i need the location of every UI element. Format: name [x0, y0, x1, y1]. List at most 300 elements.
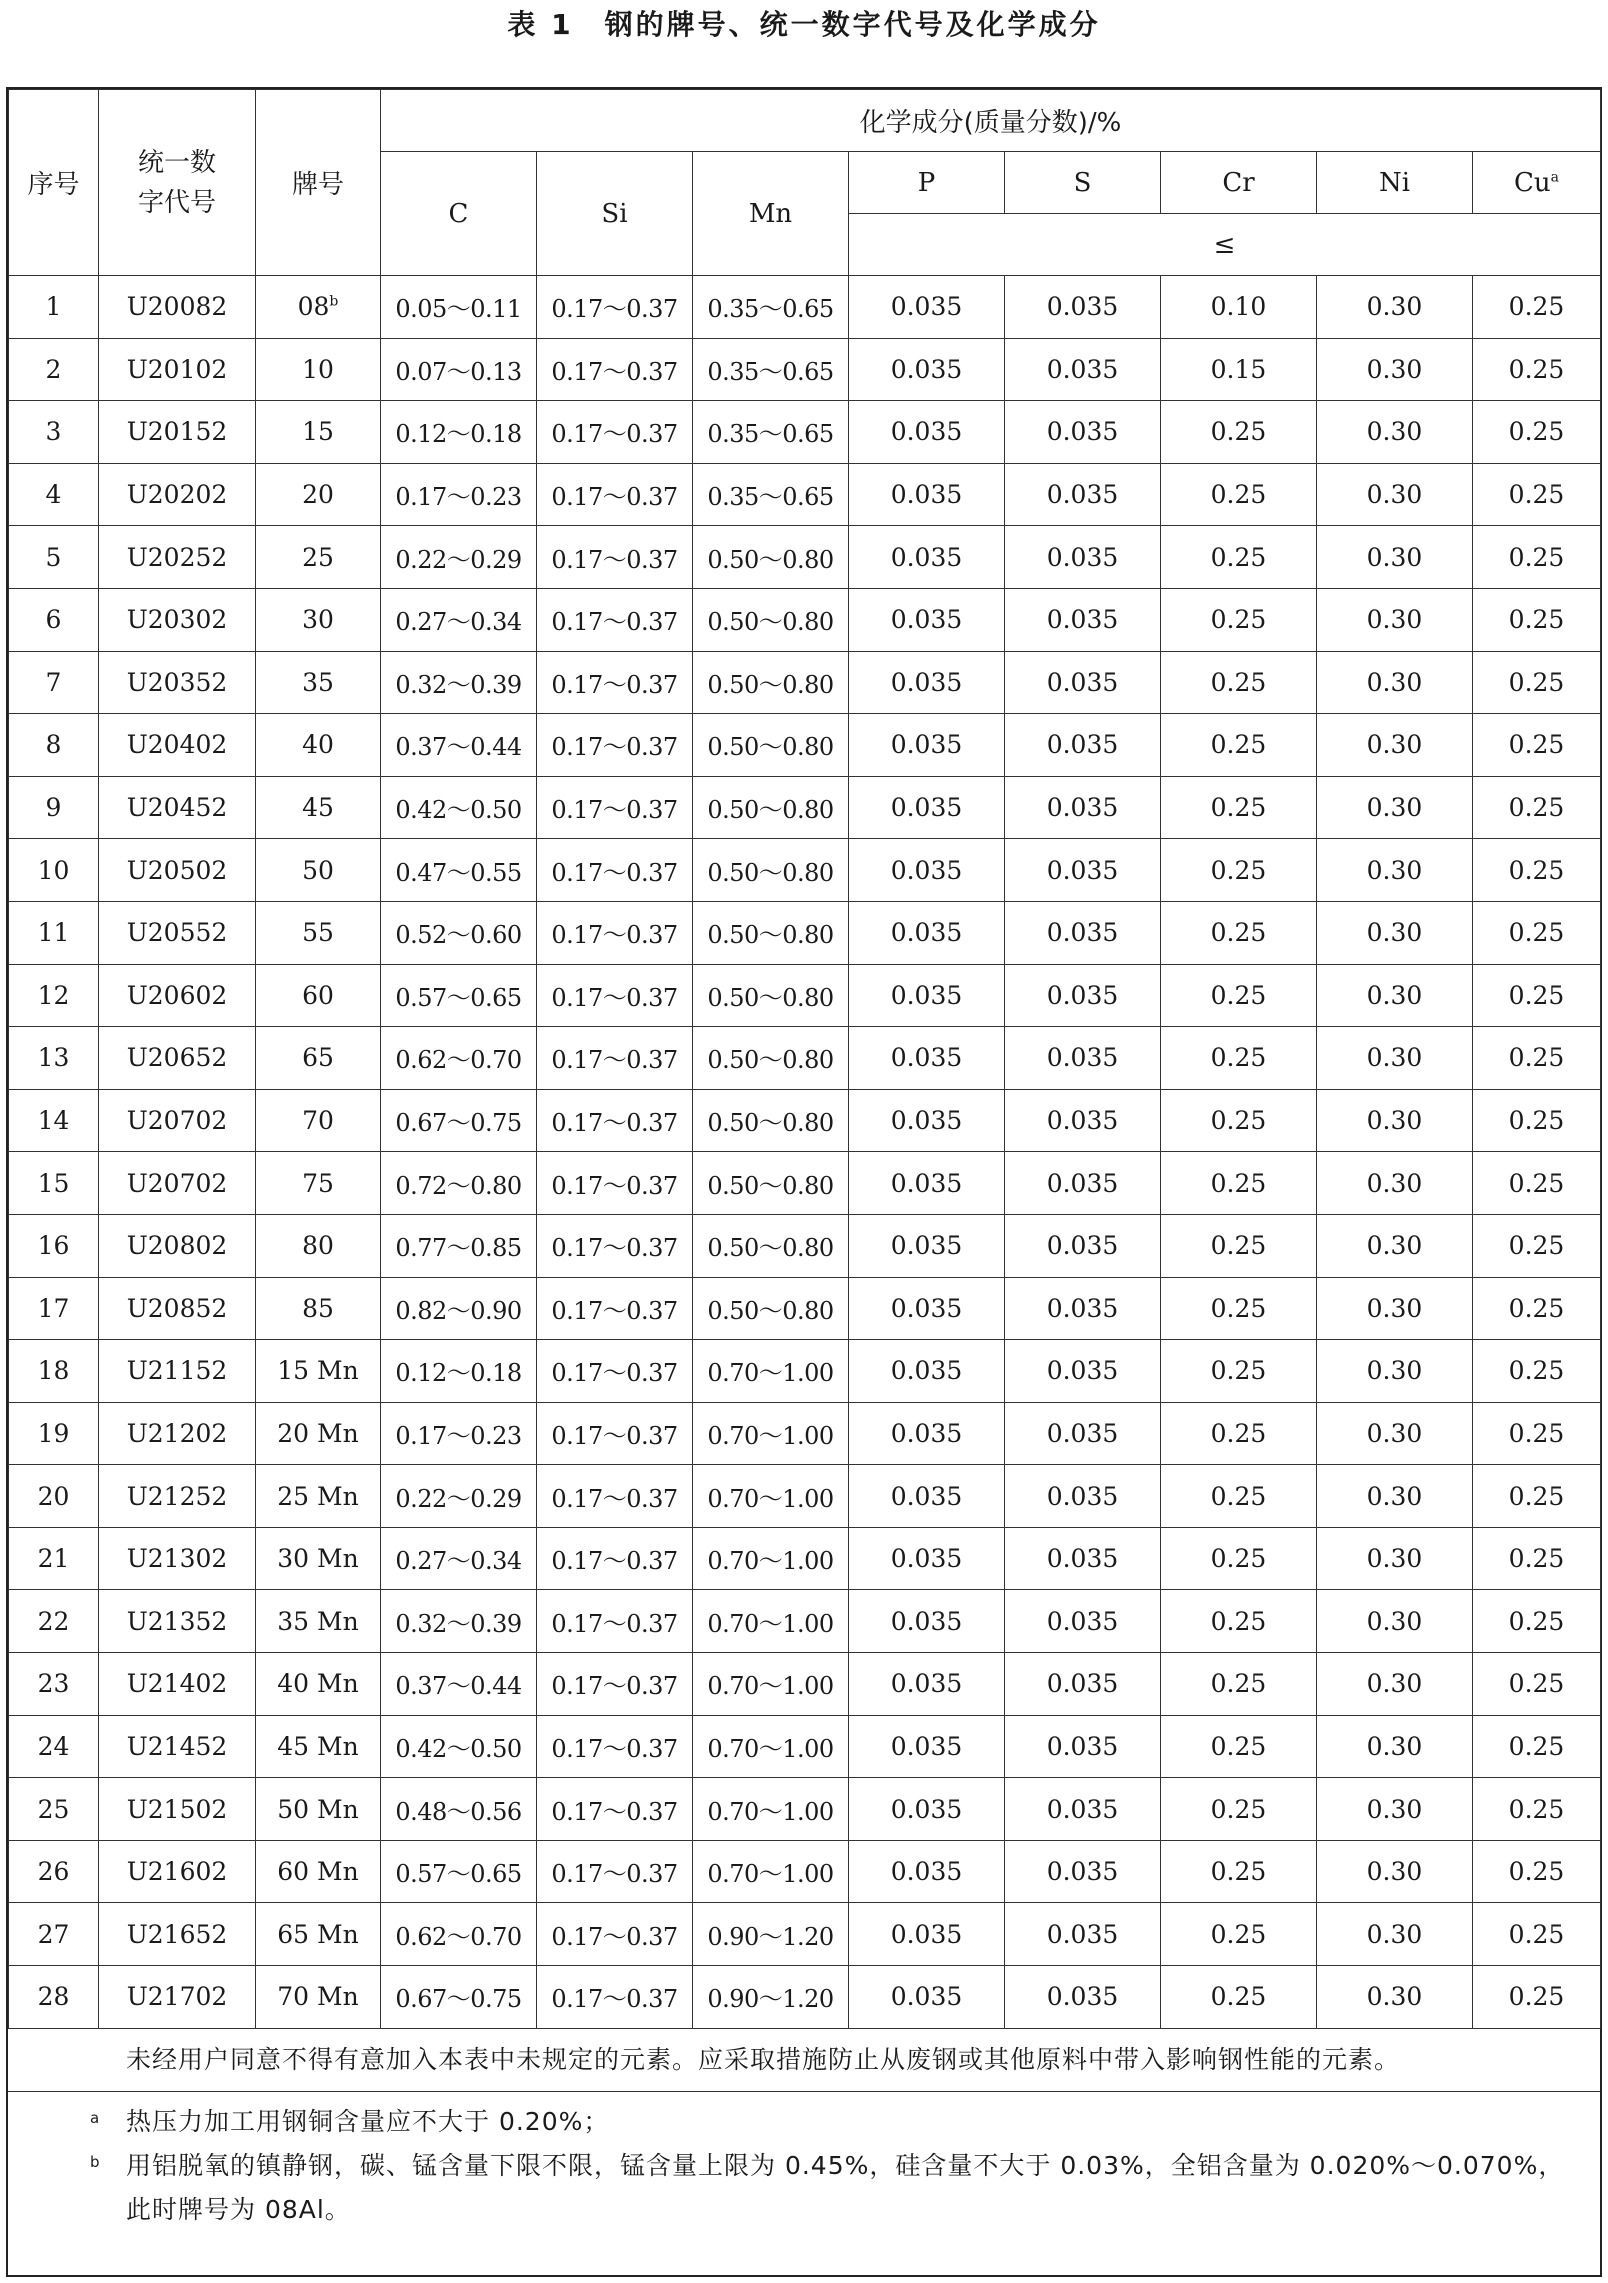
row-grade-label: 15 — [302, 417, 334, 447]
row-mn: 0.90～1.20 — [693, 1903, 849, 1966]
col-header-s: S — [1005, 152, 1161, 214]
col-header-p: P — [849, 152, 1005, 214]
row-p: 0.035 — [849, 1653, 1005, 1716]
row-cu: 0.25 — [1473, 776, 1601, 839]
row-mn: 0.70～1.00 — [693, 1402, 849, 1465]
row-code: U20802 — [99, 1214, 256, 1277]
row-s: 0.035 — [1005, 1715, 1161, 1778]
row-code: U20702 — [99, 1089, 256, 1152]
row-cr: 0.25 — [1161, 1715, 1317, 1778]
table-row — [9, 1214, 1601, 1277]
row-grade-label: 15 Mn — [277, 1356, 359, 1386]
row-s: 0.035 — [1005, 1903, 1161, 1966]
row-grade-label: 85 — [302, 1293, 334, 1323]
row-cu: 0.25 — [1473, 839, 1601, 902]
row-cr: 0.25 — [1161, 1277, 1317, 1340]
row-code: U20702 — [99, 1152, 256, 1215]
row-code: U21502 — [99, 1778, 256, 1841]
row-mn: 0.50～0.80 — [693, 1277, 849, 1340]
row-ni: 0.30 — [1317, 276, 1473, 339]
row-ni: 0.30 — [1317, 338, 1473, 401]
row-code: U21652 — [99, 1903, 256, 1966]
row-mn: 0.35～0.65 — [693, 276, 849, 339]
row-grade — [256, 964, 381, 1027]
row-cu: 0.25 — [1473, 463, 1601, 526]
row-grade — [256, 1277, 381, 1340]
row-cr: 0.25 — [1161, 401, 1317, 464]
row-ni: 0.30 — [1317, 901, 1473, 964]
row-c: 0.67～0.75 — [381, 1966, 537, 2029]
row-ni: 0.30 — [1317, 651, 1473, 714]
row-si: 0.17～0.37 — [537, 1340, 693, 1403]
table-row — [9, 1590, 1601, 1653]
row-grade — [256, 338, 381, 401]
row-grade-label: 65 Mn — [277, 1919, 359, 1949]
row-cu: 0.25 — [1473, 1027, 1601, 1090]
row-p: 0.035 — [849, 1465, 1005, 1528]
table-row — [9, 276, 1601, 339]
col-header-cu — [1473, 152, 1601, 214]
row-si: 0.17～0.37 — [537, 1840, 693, 1903]
row-s: 0.035 — [1005, 401, 1161, 464]
row-cr: 0.25 — [1161, 776, 1317, 839]
row-ni: 0.30 — [1317, 1715, 1473, 1778]
row-s: 0.035 — [1005, 776, 1161, 839]
row-code: U20552 — [99, 901, 256, 964]
row-cu: 0.25 — [1473, 651, 1601, 714]
col-header-si: Si — [537, 152, 693, 276]
row-code: U21252 — [99, 1465, 256, 1528]
table-note: 未经用户同意不得有意加入本表中未规定的元素。应采取措施防止从废钢或其他原料中带入影响钢性能的元素。 — [8, 2029, 1600, 2092]
row-code: U21202 — [99, 1402, 256, 1465]
row-si: 0.17～0.37 — [537, 776, 693, 839]
row-grade-label: 35 Mn — [277, 1606, 359, 1636]
row-code: U20452 — [99, 776, 256, 839]
row-seq: 24 — [9, 1715, 99, 1778]
row-si: 0.17～0.37 — [537, 1590, 693, 1653]
table-row — [9, 1027, 1601, 1090]
row-grade — [256, 1402, 381, 1465]
row-mn: 0.70～1.00 — [693, 1715, 849, 1778]
row-c: 0.67～0.75 — [381, 1089, 537, 1152]
table-row — [9, 1340, 1601, 1403]
row-grade-label: 70 — [302, 1106, 334, 1136]
row-si: 0.17～0.37 — [537, 1653, 693, 1716]
row-grade-label: 55 — [302, 918, 334, 948]
row-mn: 0.50～0.80 — [693, 651, 849, 714]
row-seq: 16 — [9, 1214, 99, 1277]
row-s: 0.035 — [1005, 714, 1161, 777]
row-seq: 22 — [9, 1590, 99, 1653]
row-p: 0.035 — [849, 1840, 1005, 1903]
row-code: U20602 — [99, 964, 256, 1027]
table-row — [9, 1653, 1601, 1716]
row-seq: 21 — [9, 1527, 99, 1590]
footnote-b — [8, 2144, 1600, 2232]
row-mn: 0.50～0.80 — [693, 776, 849, 839]
row-p: 0.035 — [849, 964, 1005, 1027]
row-si: 0.17～0.37 — [537, 1027, 693, 1090]
row-cu: 0.25 — [1473, 1089, 1601, 1152]
row-cr: 0.25 — [1161, 1590, 1317, 1653]
row-grade-label: 45 — [302, 793, 334, 823]
row-grade-label: 08 — [297, 292, 330, 322]
row-c: 0.32～0.39 — [381, 651, 537, 714]
row-cr: 0.25 — [1161, 463, 1317, 526]
row-p: 0.035 — [849, 1903, 1005, 1966]
row-mn: 0.50～0.80 — [693, 901, 849, 964]
row-c: 0.27～0.34 — [381, 588, 537, 651]
row-cu: 0.25 — [1473, 1840, 1601, 1903]
row-code: U20852 — [99, 1277, 256, 1340]
col-header-mn: Mn — [693, 152, 849, 276]
row-ni: 0.30 — [1317, 588, 1473, 651]
row-cr: 0.25 — [1161, 1527, 1317, 1590]
row-mn: 0.70～1.00 — [693, 1465, 849, 1528]
row-cu: 0.25 — [1473, 1340, 1601, 1403]
row-si: 0.17～0.37 — [537, 1527, 693, 1590]
row-ni: 0.30 — [1317, 839, 1473, 902]
row-si: 0.17～0.37 — [537, 839, 693, 902]
row-grade — [256, 463, 381, 526]
row-s: 0.035 — [1005, 839, 1161, 902]
row-grade-label: 40 — [302, 730, 334, 760]
table-row — [9, 651, 1601, 714]
row-code: U21302 — [99, 1527, 256, 1590]
row-c: 0.07～0.13 — [381, 338, 537, 401]
row-cu: 0.25 — [1473, 1966, 1601, 2029]
row-mn: 0.50～0.80 — [693, 839, 849, 902]
row-mn: 0.70～1.00 — [693, 1653, 849, 1716]
table-row — [9, 1715, 1601, 1778]
row-seq: 13 — [9, 1027, 99, 1090]
table-title: 表 1 钢的牌号、统一数字代号及化学成分 — [507, 8, 1101, 41]
max-limit-symbol: ≤ — [849, 214, 1601, 276]
row-ni: 0.30 — [1317, 1527, 1473, 1590]
row-mn: 0.50～0.80 — [693, 1027, 849, 1090]
row-code: U20102 — [99, 338, 256, 401]
row-cr: 0.25 — [1161, 651, 1317, 714]
row-ni: 0.30 — [1317, 1027, 1473, 1090]
row-p: 0.035 — [849, 401, 1005, 464]
row-si: 0.17～0.37 — [537, 1214, 693, 1277]
row-grade — [256, 776, 381, 839]
row-grade — [256, 1590, 381, 1653]
row-c: 0.22～0.29 — [381, 526, 537, 589]
row-mn: 0.50～0.80 — [693, 1089, 849, 1152]
row-mn: 0.35～0.65 — [693, 401, 849, 464]
row-grade — [256, 276, 381, 339]
row-p: 0.035 — [849, 651, 1005, 714]
row-mn: 0.70～1.00 — [693, 1840, 849, 1903]
footnote-mark-b: b — [329, 293, 339, 310]
row-p: 0.035 — [849, 1402, 1005, 1465]
row-p: 0.035 — [849, 1778, 1005, 1841]
row-ni: 0.30 — [1317, 1465, 1473, 1528]
row-s: 0.035 — [1005, 1590, 1161, 1653]
table-row — [9, 1778, 1601, 1841]
row-p: 0.035 — [849, 1027, 1005, 1090]
row-seq: 19 — [9, 1402, 99, 1465]
row-grade — [256, 1089, 381, 1152]
row-p: 0.035 — [849, 1715, 1005, 1778]
table-row — [9, 338, 1601, 401]
row-cr: 0.15 — [1161, 338, 1317, 401]
col-header-code-line1: 统一数 — [137, 147, 216, 178]
col-header-grade: 牌号 — [256, 90, 381, 276]
row-cr: 0.25 — [1161, 901, 1317, 964]
row-cu: 0.25 — [1473, 1653, 1601, 1716]
row-grade-label: 50 Mn — [277, 1794, 359, 1824]
row-c: 0.52～0.60 — [381, 901, 537, 964]
row-s: 0.035 — [1005, 1465, 1161, 1528]
row-si: 0.17～0.37 — [537, 651, 693, 714]
col-header-ni: Ni — [1317, 152, 1473, 214]
row-ni: 0.30 — [1317, 714, 1473, 777]
row-mn: 0.50～0.80 — [693, 1152, 849, 1215]
row-s: 0.035 — [1005, 1840, 1161, 1903]
footnote-b-text: 用铝脱氧的镇静钢，碳、锰含量下限不限，锰含量上限为 0.45%，硅含量不大于 0.03%，全铝含量为 0.020%～0.070%，此时牌号为 08Al。 — [126, 2150, 1565, 2224]
table-row — [9, 588, 1601, 651]
row-c: 0.12～0.18 — [381, 401, 537, 464]
row-p: 0.035 — [849, 1527, 1005, 1590]
row-cu: 0.25 — [1473, 1590, 1601, 1653]
row-seq: 12 — [9, 964, 99, 1027]
row-ni: 0.30 — [1317, 1653, 1473, 1716]
row-si: 0.17～0.37 — [537, 1402, 693, 1465]
table-row — [9, 839, 1601, 902]
row-seq: 26 — [9, 1840, 99, 1903]
row-si: 0.17～0.37 — [537, 588, 693, 651]
row-grade-label: 45 Mn — [277, 1731, 359, 1761]
row-cu: 0.25 — [1473, 1715, 1601, 1778]
row-mn: 0.50～0.80 — [693, 1214, 849, 1277]
footnote-b-mark: b — [90, 2152, 101, 2171]
row-ni: 0.30 — [1317, 401, 1473, 464]
row-p: 0.035 — [849, 776, 1005, 839]
row-grade — [256, 1903, 381, 1966]
col-header-cu-label: Cu — [1514, 167, 1551, 198]
row-mn: 0.90～1.20 — [693, 1966, 849, 2029]
row-code: U20152 — [99, 401, 256, 464]
row-seq: 4 — [9, 463, 99, 526]
row-s: 0.035 — [1005, 964, 1161, 1027]
composition-table — [8, 89, 1601, 2029]
row-seq: 3 — [9, 401, 99, 464]
row-ni: 0.30 — [1317, 964, 1473, 1027]
row-cr: 0.25 — [1161, 964, 1317, 1027]
row-grade — [256, 526, 381, 589]
row-ni: 0.30 — [1317, 1903, 1473, 1966]
row-grade — [256, 1214, 381, 1277]
row-grade-label: 25 — [302, 542, 334, 572]
col-header-seq: 序号 — [9, 90, 99, 276]
row-ni: 0.30 — [1317, 1340, 1473, 1403]
row-c: 0.42～0.50 — [381, 1715, 537, 1778]
table-row — [9, 1152, 1601, 1215]
row-c: 0.37～0.44 — [381, 1653, 537, 1716]
row-p: 0.035 — [849, 1152, 1005, 1215]
row-cu: 0.25 — [1473, 714, 1601, 777]
row-cr: 0.25 — [1161, 1340, 1317, 1403]
row-seq: 28 — [9, 1966, 99, 2029]
row-seq: 17 — [9, 1277, 99, 1340]
row-grade-label: 60 Mn — [277, 1857, 359, 1887]
row-c: 0.42～0.50 — [381, 776, 537, 839]
row-grade — [256, 651, 381, 714]
row-si: 0.17～0.37 — [537, 526, 693, 589]
row-p: 0.035 — [849, 1340, 1005, 1403]
row-grade-label: 65 — [302, 1043, 334, 1073]
row-si: 0.17～0.37 — [537, 463, 693, 526]
row-si: 0.17～0.37 — [537, 1778, 693, 1841]
col-header-code — [99, 90, 256, 276]
row-grade — [256, 1027, 381, 1090]
row-p: 0.035 — [849, 714, 1005, 777]
row-grade — [256, 1465, 381, 1528]
row-ni: 0.30 — [1317, 1214, 1473, 1277]
table-notes — [8, 2029, 1600, 2232]
row-si: 0.17～0.37 — [537, 714, 693, 777]
table-row — [9, 776, 1601, 839]
row-c: 0.47～0.55 — [381, 839, 537, 902]
col-header-code-line2: 字代号 — [137, 187, 216, 218]
composition-table-frame — [6, 87, 1602, 2277]
row-code: U21452 — [99, 1715, 256, 1778]
row-c: 0.32～0.39 — [381, 1590, 537, 1653]
row-cu: 0.25 — [1473, 1778, 1601, 1841]
row-grade-label: 20 — [302, 480, 334, 510]
row-ni: 0.30 — [1317, 1778, 1473, 1841]
row-code: U21602 — [99, 1840, 256, 1903]
row-c: 0.17～0.23 — [381, 1402, 537, 1465]
row-p: 0.035 — [849, 1966, 1005, 2029]
footnote-a-text: 热压力加工用钢铜含量应不大于 0.20%； — [126, 2106, 610, 2136]
table-row — [9, 401, 1601, 464]
row-cr: 0.25 — [1161, 1214, 1317, 1277]
row-s: 0.035 — [1005, 1340, 1161, 1403]
row-seq: 15 — [9, 1152, 99, 1215]
row-p: 0.035 — [849, 463, 1005, 526]
row-grade — [256, 1778, 381, 1841]
row-grade — [256, 401, 381, 464]
row-s: 0.035 — [1005, 1027, 1161, 1090]
row-p: 0.035 — [849, 276, 1005, 339]
row-cr: 0.25 — [1161, 1653, 1317, 1716]
table-row — [9, 964, 1601, 1027]
table-body — [9, 276, 1601, 2029]
row-grade-label: 20 Mn — [277, 1418, 359, 1448]
row-s: 0.035 — [1005, 651, 1161, 714]
row-p: 0.035 — [849, 1089, 1005, 1152]
row-cu: 0.25 — [1473, 901, 1601, 964]
row-cu: 0.25 — [1473, 276, 1601, 339]
row-grade — [256, 1715, 381, 1778]
row-cr: 0.25 — [1161, 526, 1317, 589]
footnote-mark-a: a — [1550, 168, 1559, 185]
row-c: 0.37～0.44 — [381, 714, 537, 777]
row-grade — [256, 1966, 381, 2029]
row-si: 0.17～0.37 — [537, 1465, 693, 1528]
row-c: 0.48～0.56 — [381, 1778, 537, 1841]
row-seq: 23 — [9, 1653, 99, 1716]
row-s: 0.035 — [1005, 1277, 1161, 1340]
row-grade-label: 40 Mn — [277, 1669, 359, 1699]
row-cr: 0.10 — [1161, 276, 1317, 339]
row-p: 0.035 — [849, 1277, 1005, 1340]
table-row — [9, 1089, 1601, 1152]
table-row — [9, 901, 1601, 964]
row-mn: 0.35～0.65 — [693, 338, 849, 401]
row-cr: 0.25 — [1161, 839, 1317, 902]
row-cu: 0.25 — [1473, 964, 1601, 1027]
col-header-c: C — [381, 152, 537, 276]
row-cu: 0.25 — [1473, 1214, 1601, 1277]
row-ni: 0.30 — [1317, 1840, 1473, 1903]
row-c: 0.62～0.70 — [381, 1903, 537, 1966]
table-row — [9, 1966, 1601, 2029]
row-grade — [256, 588, 381, 651]
row-ni: 0.30 — [1317, 1277, 1473, 1340]
row-p: 0.035 — [849, 338, 1005, 401]
row-code: U20502 — [99, 839, 256, 902]
row-c: 0.05～0.11 — [381, 276, 537, 339]
row-s: 0.035 — [1005, 526, 1161, 589]
row-cu: 0.25 — [1473, 1277, 1601, 1340]
row-si: 0.17～0.37 — [537, 401, 693, 464]
row-ni: 0.30 — [1317, 463, 1473, 526]
row-cr: 0.25 — [1161, 1840, 1317, 1903]
row-s: 0.035 — [1005, 463, 1161, 526]
row-grade-label: 25 Mn — [277, 1481, 359, 1511]
row-ni: 0.30 — [1317, 1089, 1473, 1152]
row-grade-label: 80 — [302, 1231, 334, 1261]
row-seq: 18 — [9, 1340, 99, 1403]
row-s: 0.035 — [1005, 1966, 1161, 2029]
row-mn: 0.70～1.00 — [693, 1527, 849, 1590]
table-row — [9, 1903, 1601, 1966]
row-grade — [256, 1152, 381, 1215]
row-grade — [256, 1840, 381, 1903]
row-cu: 0.25 — [1473, 1527, 1601, 1590]
row-code: U20352 — [99, 651, 256, 714]
table-row — [9, 1527, 1601, 1590]
row-seq: 5 — [9, 526, 99, 589]
row-seq: 9 — [9, 776, 99, 839]
row-code: U20402 — [99, 714, 256, 777]
table-row — [9, 463, 1601, 526]
row-seq: 20 — [9, 1465, 99, 1528]
row-s: 0.035 — [1005, 588, 1161, 651]
row-mn: 0.50～0.80 — [693, 526, 849, 589]
row-c: 0.57～0.65 — [381, 964, 537, 1027]
row-cr: 0.25 — [1161, 588, 1317, 651]
table-row — [9, 1465, 1601, 1528]
table-row — [9, 1277, 1601, 1340]
row-c: 0.57～0.65 — [381, 1840, 537, 1903]
row-s: 0.035 — [1005, 276, 1161, 339]
row-code: U21352 — [99, 1590, 256, 1653]
row-cu: 0.25 — [1473, 1402, 1601, 1465]
row-s: 0.035 — [1005, 338, 1161, 401]
row-s: 0.035 — [1005, 1778, 1161, 1841]
row-grade — [256, 1653, 381, 1716]
row-ni: 0.30 — [1317, 1966, 1473, 2029]
row-si: 0.17～0.37 — [537, 1966, 693, 2029]
row-code: U20652 — [99, 1027, 256, 1090]
row-ni: 0.30 — [1317, 1590, 1473, 1653]
row-seq: 8 — [9, 714, 99, 777]
